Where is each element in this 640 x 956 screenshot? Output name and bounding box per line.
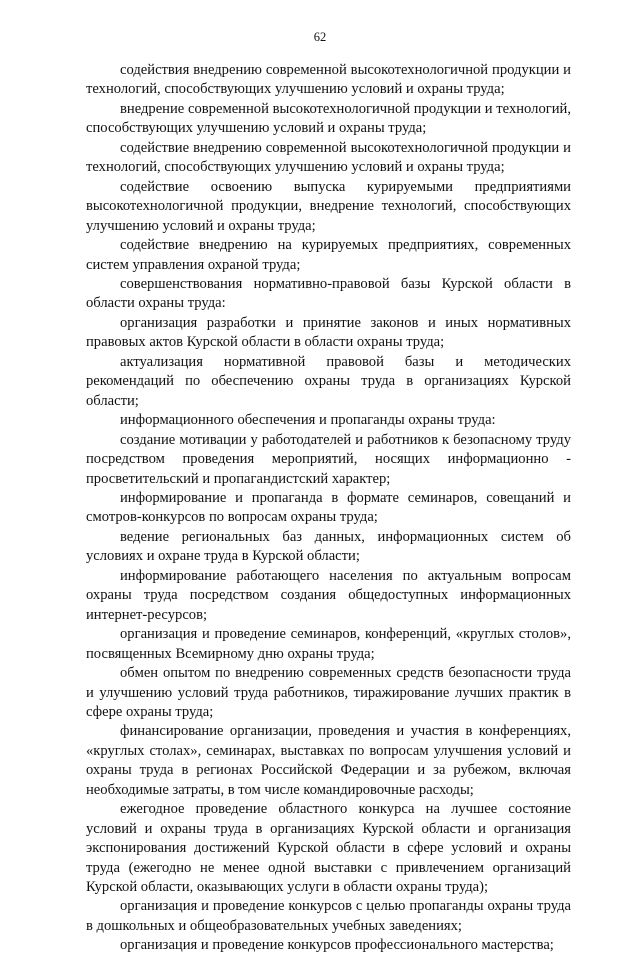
paragraph: создание мотивации у работодателей и работников к безопасному труду посредством проведения мероприятий, носящих информационно - просветительский и пропагандистский характер;: [86, 431, 571, 487]
page-number: 62: [313, 30, 327, 44]
paragraph: ведение региональных баз данных, информационных систем об условиях и охране труда в Курской области;: [86, 528, 571, 565]
paragraph: финансирование организации, проведения и участия в конференциях, «круглых столах», семинарах, выставках по вопросам улучшения условий и охраны труда в регионах Российской Федерации и за рубежом, включая необходимые затраты, в том числе командировочные расходы;: [86, 723, 571, 798]
paragraph: информирование и пропаганда в формате семинаров, совещаний и смотров-конкурсов по вопросам охраны труда;: [86, 489, 571, 526]
paragraph: содействие освоению выпуска курируемыми предприятиями высокотехнологичной продукции, внедрение технологий, способствующих улучшению условий и охраны труда;: [86, 178, 571, 234]
paragraph: организация и проведение семинаров, конференций, «круглых столов», посвященных Всемирному дню охраны труда;: [86, 626, 571, 662]
paragraph: организация разработки и принятие законов и иных нормативных правовых актов Курской области в области охраны труда;: [86, 314, 571, 351]
paragraph: актуализация нормативной правовой базы и методических рекомендаций по обеспечению охраны труда в организациях Курской области;: [86, 353, 571, 409]
paragraph: обмен опытом по внедрению современных средств безопасности труда и улучшению условий труда работников, тиражирование лучших практик в сфере охраны труда;: [86, 665, 571, 720]
paragraph: содействия внедрению современной высокотехнологичной продукции и технологий, способствующих улучшению условий и охраны труда;: [86, 62, 571, 98]
paragraph: совершенствования нормативно-правовой базы Курской области в области охраны труда:: [86, 275, 571, 312]
paragraph: организация и проведение конкурсов с целью пропаганды охраны труда в дошкольных и общеобразовательных учебных заведениях;: [86, 898, 571, 934]
paragraph: содействие внедрению современной высокотехнологичной продукции и технологий, способствующих улучшению условий и охраны труда;: [86, 139, 571, 176]
paragraph: организация и проведение конкурсов профессионального мастерства;: [120, 937, 554, 954]
body-text: [86, 61, 571, 956]
paragraph: ежегодное проведение областного конкурса на лучшее состояние условий и охраны труда в организациях Курской области и организация экспонирования достижений Курской области в сфере условий и охраны труда (ежегодно не менее одной выставки с привлечением организаций Курской области, оказывающих услуги в области охраны труда);: [86, 801, 571, 896]
paragraph: информационного обеспечения и пропаганды охраны труда:: [120, 412, 496, 429]
paragraph: внедрение современной высокотехнологичной продукции и технологий, способствующих улучшению условий и охраны труда;: [86, 100, 571, 137]
paragraph: содействие внедрению на курируемых предприятиях, современных систем управления охраной труда;: [86, 237, 571, 273]
paragraph: информирование работающего населения по актуальным вопросам охраны труда посредством создания общедоступных информационных интернет-ресурсов;: [86, 567, 571, 623]
